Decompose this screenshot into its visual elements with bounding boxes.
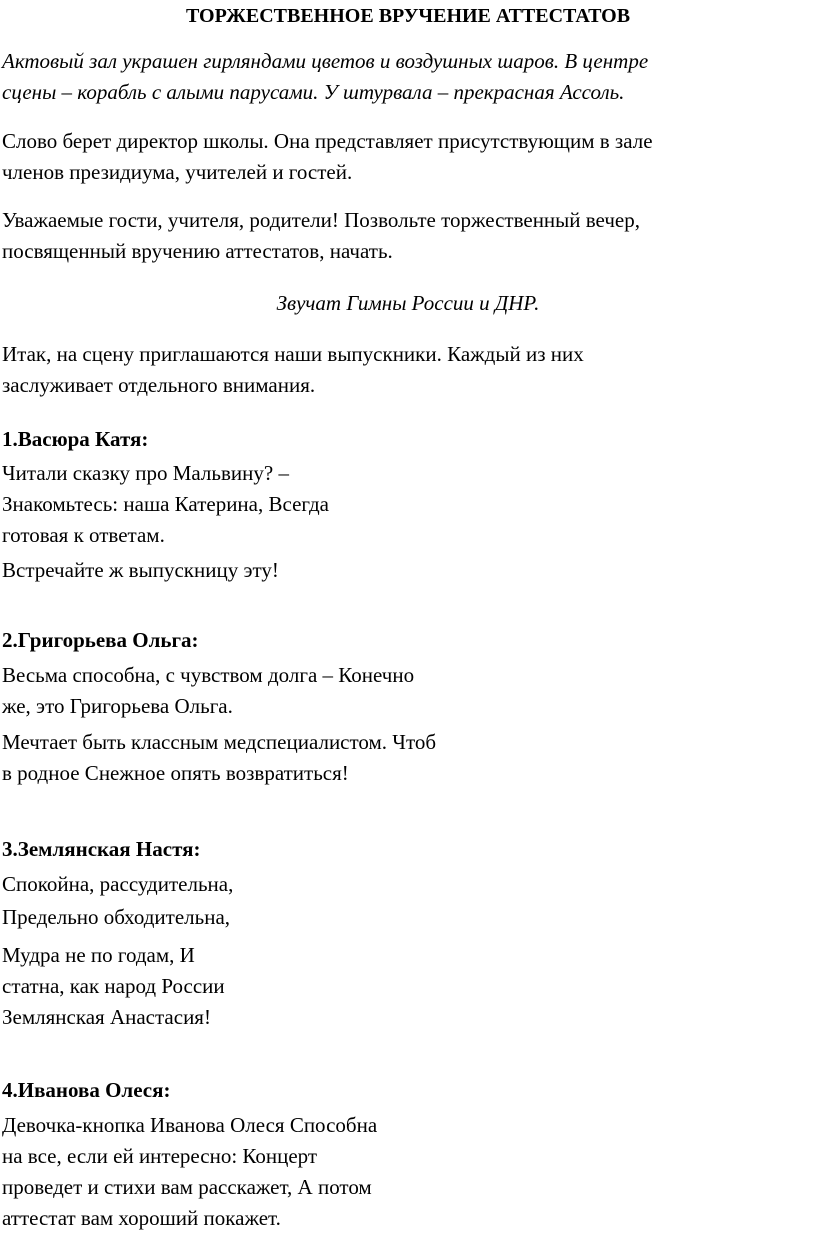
verse-line: Девочка-кнопка Иванова Олеся Способна — [2, 1113, 378, 1137]
text-line: заслуживает отдельного внимания. — [2, 373, 316, 397]
graduate-verse — [2, 940, 225, 1033]
graduate-verse — [2, 660, 414, 722]
verse-line: Предельно обходительна, — [2, 905, 231, 929]
text-line: членов президиума, учителей и гостей. — [2, 160, 353, 184]
verse-line: Мечтает быть классным медспециалистом. Чтоб — [2, 730, 437, 754]
graduate-verse — [2, 727, 436, 789]
paragraph-invitation — [2, 339, 584, 401]
text-line: Актовый зал украшен гирляндами цветов и воздушных шаров. В центре — [2, 49, 649, 73]
text-line: посвященный вручению аттестатов, начать. — [2, 239, 393, 263]
verse-line: Читали сказку про Мальвину? – — [2, 461, 289, 485]
verse-line: Знакомьтесь: наша Катерина, Всегда — [2, 492, 329, 516]
verse-line: же, это Григорьева Ольга. — [2, 694, 233, 718]
graduate-verse — [2, 458, 329, 551]
verse-line: готовая к ответам. — [2, 523, 165, 547]
anthem-stage-direction: Звучат Гимны России и ДНР. — [276, 291, 540, 315]
graduate-verse — [2, 902, 230, 933]
text-line: сцены – корабль с алыми парусами. У штурвала – прекрасная Ассоль. — [2, 80, 625, 104]
paragraph-greeting — [2, 205, 640, 267]
verse-line: Весьма способна, с чувством долга – Конечно — [2, 663, 415, 687]
verse-line: на все, если ей интересно: Концерт — [2, 1144, 318, 1168]
graduate-heading: 4.Иванова Олеся: — [2, 1078, 171, 1102]
verse-line: проведет и стихи вам расскажет, А потом — [2, 1175, 372, 1199]
verse-line: в родное Снежное опять возвратиться! — [2, 761, 349, 785]
verse-line: Землянская Анастасия! — [2, 1005, 211, 1029]
graduate-verse — [2, 869, 233, 900]
intro-stage-direction — [2, 46, 648, 108]
graduate-heading: 3.Землянская Настя: — [2, 837, 201, 861]
text-line: Слово берет директор школы. Она представляет присутствующим в зале — [2, 129, 653, 153]
verse-line: Спокойна, рассудительна, — [2, 872, 234, 896]
verse-line: Встречайте ж выпускницу эту! — [2, 558, 279, 582]
text-line: Итак, на сцену приглашаются наши выпускники. Каждый из них — [2, 342, 584, 366]
paragraph-director — [2, 126, 653, 188]
graduate-verse — [2, 1110, 377, 1234]
text-line: Уважаемые гости, учителя, родители! Позвольте торжественный вечер, — [2, 208, 640, 232]
verse-line: аттестат вам хороший покажет. — [2, 1206, 281, 1230]
document-title: ТОРЖЕСТВЕННОЕ ВРУЧЕНИЕ АТТЕСТАТОВ — [185, 5, 631, 27]
graduate-heading: 1.Васюра Катя: — [2, 427, 149, 451]
verse-line: статна, как народ России — [2, 974, 225, 998]
graduate-heading: 2.Григорьева Ольга: — [2, 628, 199, 652]
verse-line: Мудра не по годам, И — [2, 943, 195, 967]
graduate-verse — [2, 555, 279, 586]
